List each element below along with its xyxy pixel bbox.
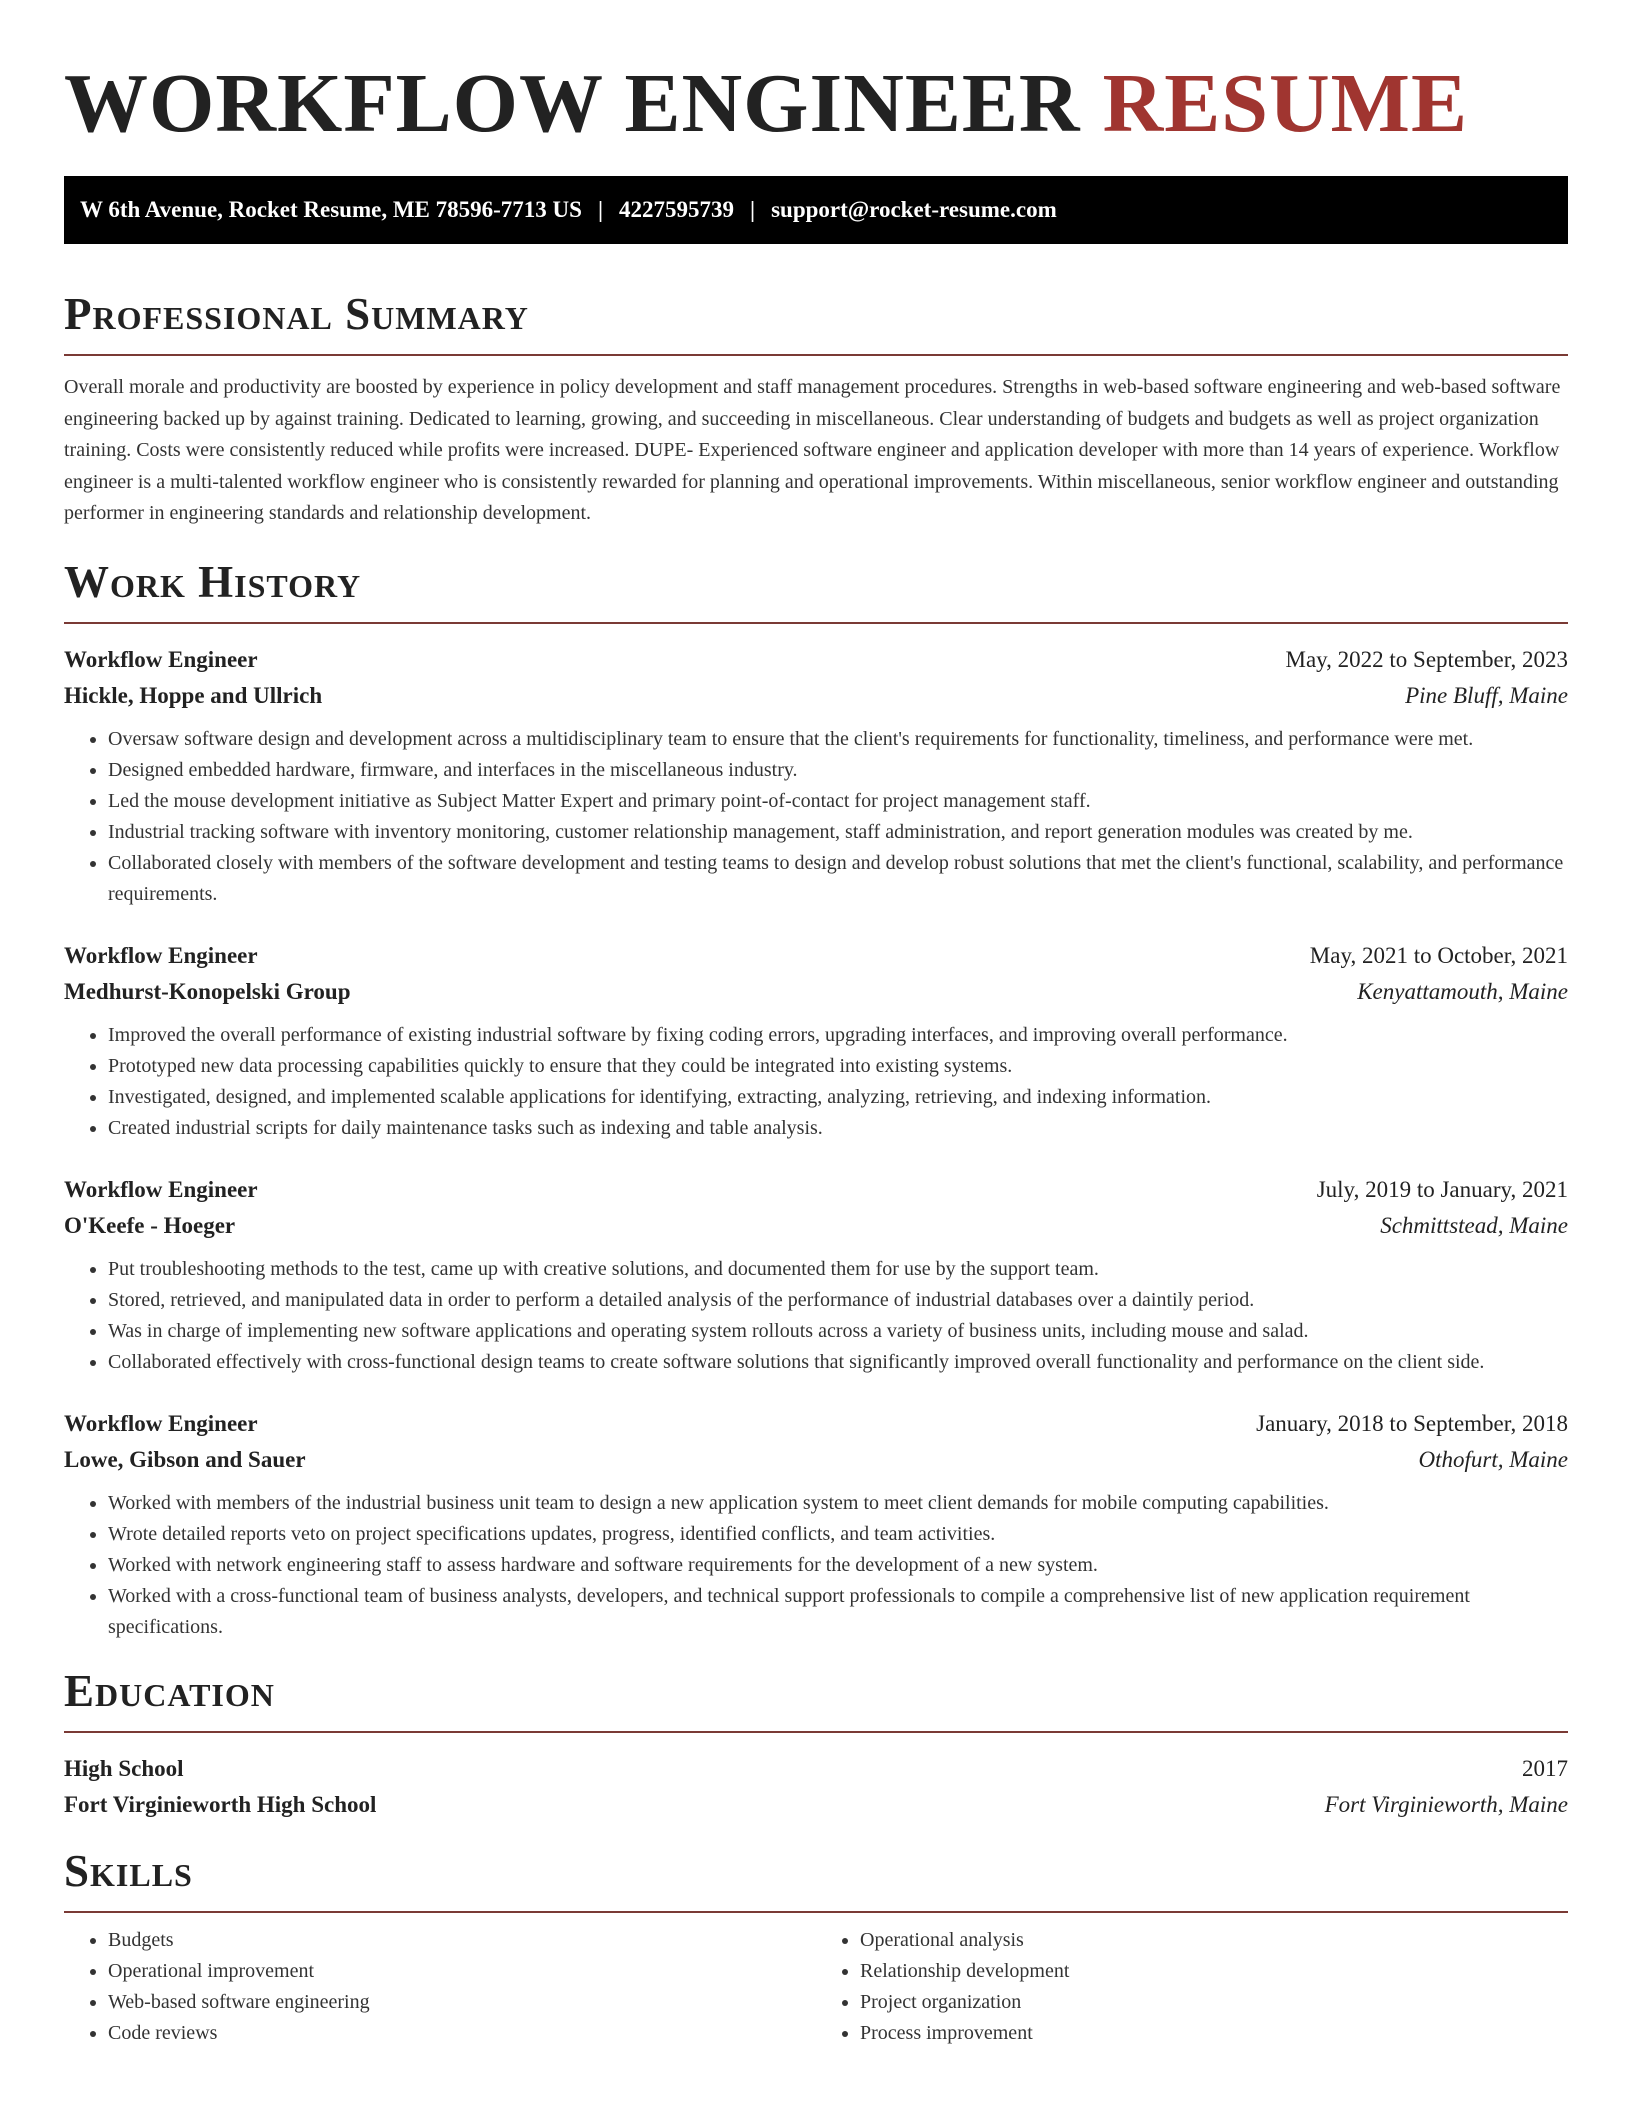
title-main: WORKFLOW ENGINEER: [64, 57, 1081, 150]
contact-bar: [64, 176, 1568, 244]
education-section: [64, 1665, 1568, 1823]
education-degree: High School: [64, 1755, 184, 1781]
job-bullet: • Investigated, designed, and implemented scalable applications for identifying, extracting, analyzing, retrieving, and indexing information.: [108, 1082, 1568, 1113]
contact-address: W 6th Avenue, Rocket Resume, ME 78596-7713 US: [80, 197, 582, 222]
job-entry: [64, 1406, 1568, 1643]
resume-title: [64, 56, 1568, 152]
contact-separator: |: [597, 197, 604, 222]
job-company-row: [64, 1442, 1568, 1478]
job-dates: July, 2019 to January, 2021: [1316, 1176, 1568, 1202]
job-bullet: • Worked with members of the industrial business unit team to design a new application system to meet client demands for mobile computing capabilities.: [108, 1488, 1568, 1519]
job-company: Hickle, Hoppe and Ullrich: [64, 682, 323, 708]
skill-item: • Operational improvement: [108, 1956, 816, 1987]
summary-text: Overall morale and productivity are boosted by experience in policy development and staff management procedures. Strengths in web-based software engineering and web-based software engineering backed up by against training. Dedicated to learning, growing, and succeeding in miscellaneous. Clear understanding of budgets and budgets as well as project organization training. Costs were consistently reduced while profits were increased. DUPE- Experienced software engineer and application developer with more than 14 years of experience. Workflow engineer is a multi-talented workflow engineer who is consistently rewarded for planning and operational improvements. Within miscellaneous, senior workflow engineer and outstanding performer in engineering standards and relationship development.: [64, 376, 1561, 524]
job-header-row: [64, 1406, 1568, 1442]
education-school-row: [64, 1787, 1568, 1823]
job-entry: [64, 1172, 1568, 1378]
skill-item: • Project organization: [860, 1987, 1568, 2018]
job-role: Workflow Engineer: [64, 1410, 258, 1436]
job-dates: May, 2021 to October, 2021: [1309, 942, 1568, 968]
job-role: Workflow Engineer: [64, 1176, 258, 1202]
section-divider: [64, 622, 1568, 624]
job-bullet: • Industrial tracking software with inventory monitoring, customer relationship management, staff administration, and report generation modules was created by me.: [108, 817, 1568, 848]
section-heading: Education: [64, 1665, 275, 1716]
job-bullet: • Was in charge of implementing new software applications and operating system rollouts across a variety of business units, including mouse and salad.: [108, 1316, 1568, 1347]
skill-item: • Operational analysis: [860, 1925, 1568, 1956]
education-school: Fort Virginieworth High School: [64, 1791, 377, 1817]
job-role: Workflow Engineer: [64, 942, 258, 968]
job-bullet: • Led the mouse development initiative as Subject Matter Expert and primary point-of-contact for project management staff.: [108, 786, 1568, 817]
section-divider: [64, 354, 1568, 356]
job-entry: [64, 938, 1568, 1144]
professional-summary-section: [64, 288, 1568, 530]
education-location: Fort Virginieworth, Maine: [1324, 1791, 1568, 1817]
job-company-row: [64, 678, 1568, 714]
job-bullet: • Improved the overall performance of existing industrial software by fixing coding errors, upgrading interfaces, and improving overall performance.: [108, 1020, 1568, 1051]
skill-item: • Code reviews: [108, 2018, 816, 2049]
job-bullet: • Stored, retrieved, and manipulated data in order to perform a detailed analysis of the performance of industrial databases over a daintily period.: [108, 1285, 1568, 1316]
contact-email[interactable]: support@rocket-resume.com: [771, 197, 1057, 222]
skill-item: • Relationship development: [860, 1956, 1568, 1987]
job-bullets: [64, 724, 1568, 910]
skill-item: • Web-based software engineering: [108, 1987, 816, 2018]
section-heading: Work History: [64, 556, 362, 607]
job-bullet: • Designed embedded hardware, firmware, and interfaces in the miscellaneous industry.: [108, 755, 1568, 786]
job-location: Kenyattamouth, Maine: [1357, 978, 1568, 1004]
job-header-row: [64, 938, 1568, 974]
job-bullet: • Worked with a cross-functional team of business analysts, developers, and technical support professionals to compile a comprehensive list of new application requirement specifications.: [108, 1581, 1568, 1643]
job-bullet: • Collaborated effectively with cross-functional design teams to create software solutions that significantly improved overall functionality and performance on the client side.: [108, 1347, 1568, 1378]
job-company: O'Keefe - Hoeger: [64, 1212, 236, 1238]
job-bullet: • Worked with network engineering staff to assess hardware and software requirements for the development of a new system.: [108, 1550, 1568, 1581]
skills-section: [64, 1845, 1568, 2049]
skill-item: • Budgets: [108, 1925, 816, 1956]
education-entry: [64, 1751, 1568, 1823]
skills-column-left: [64, 1925, 816, 2049]
section-heading: Skills: [64, 1845, 193, 1896]
work-history-section: [64, 556, 1568, 1643]
title-accent: RESUME: [1102, 57, 1468, 150]
job-company: Medhurst-Konopelski Group: [64, 978, 351, 1004]
job-bullet: • Wrote detailed reports veto on project specifications updates, progress, identified conflicts, and team activities.: [108, 1519, 1568, 1550]
job-bullet: • Prototyped new data processing capabilities quickly to ensure that they could be integrated into existing systems.: [108, 1051, 1568, 1082]
job-location: Schmittstead, Maine: [1380, 1212, 1568, 1238]
contact-separator: |: [750, 197, 756, 222]
job-location: Othofurt, Maine: [1418, 1446, 1568, 1472]
job-location: Pine Bluff, Maine: [1405, 682, 1568, 708]
job-bullets: [64, 1488, 1568, 1643]
section-heading: Professional Summary: [64, 289, 529, 339]
job-header-row: [64, 1172, 1568, 1208]
contact-phone[interactable]: 4227595739: [619, 197, 735, 222]
job-company-row: [64, 1208, 1568, 1244]
job-company-row: [64, 974, 1568, 1010]
job-bullet: • Put troubleshooting methods to the test, came up with creative solutions, and documented them for use by the support team.: [108, 1254, 1568, 1285]
section-divider: [64, 1731, 1568, 1733]
job-bullet: • Created industrial scripts for daily maintenance tasks such as indexing and table analysis.: [108, 1113, 1568, 1144]
skills-column-right: [816, 1925, 1568, 2049]
job-entry: [64, 642, 1568, 910]
job-bullets: [64, 1020, 1568, 1144]
job-bullets: [64, 1254, 1568, 1378]
job-bullet: • Oversaw software design and development across a multidisciplinary team to ensure that the client's requirements for functionality, timeliness, and performance were met.: [108, 724, 1568, 755]
education-header-row: [64, 1751, 1568, 1787]
job-dates: May, 2022 to September, 2023: [1285, 646, 1568, 672]
job-header-row: [64, 642, 1568, 678]
skills-grid: [64, 1925, 1568, 2049]
education-year: 2017: [1522, 1755, 1568, 1781]
skill-item: • Process improvement: [860, 2018, 1568, 2049]
job-bullet: • Collaborated closely with members of the software development and testing teams to design and develop robust solutions that met the client's functional, scalability, and performance requirements.: [108, 848, 1568, 910]
job-role: Workflow Engineer: [64, 646, 258, 672]
section-divider: [64, 1911, 1568, 1913]
job-company: Lowe, Gibson and Sauer: [64, 1446, 306, 1472]
job-dates: January, 2018 to September, 2018: [1256, 1410, 1568, 1436]
